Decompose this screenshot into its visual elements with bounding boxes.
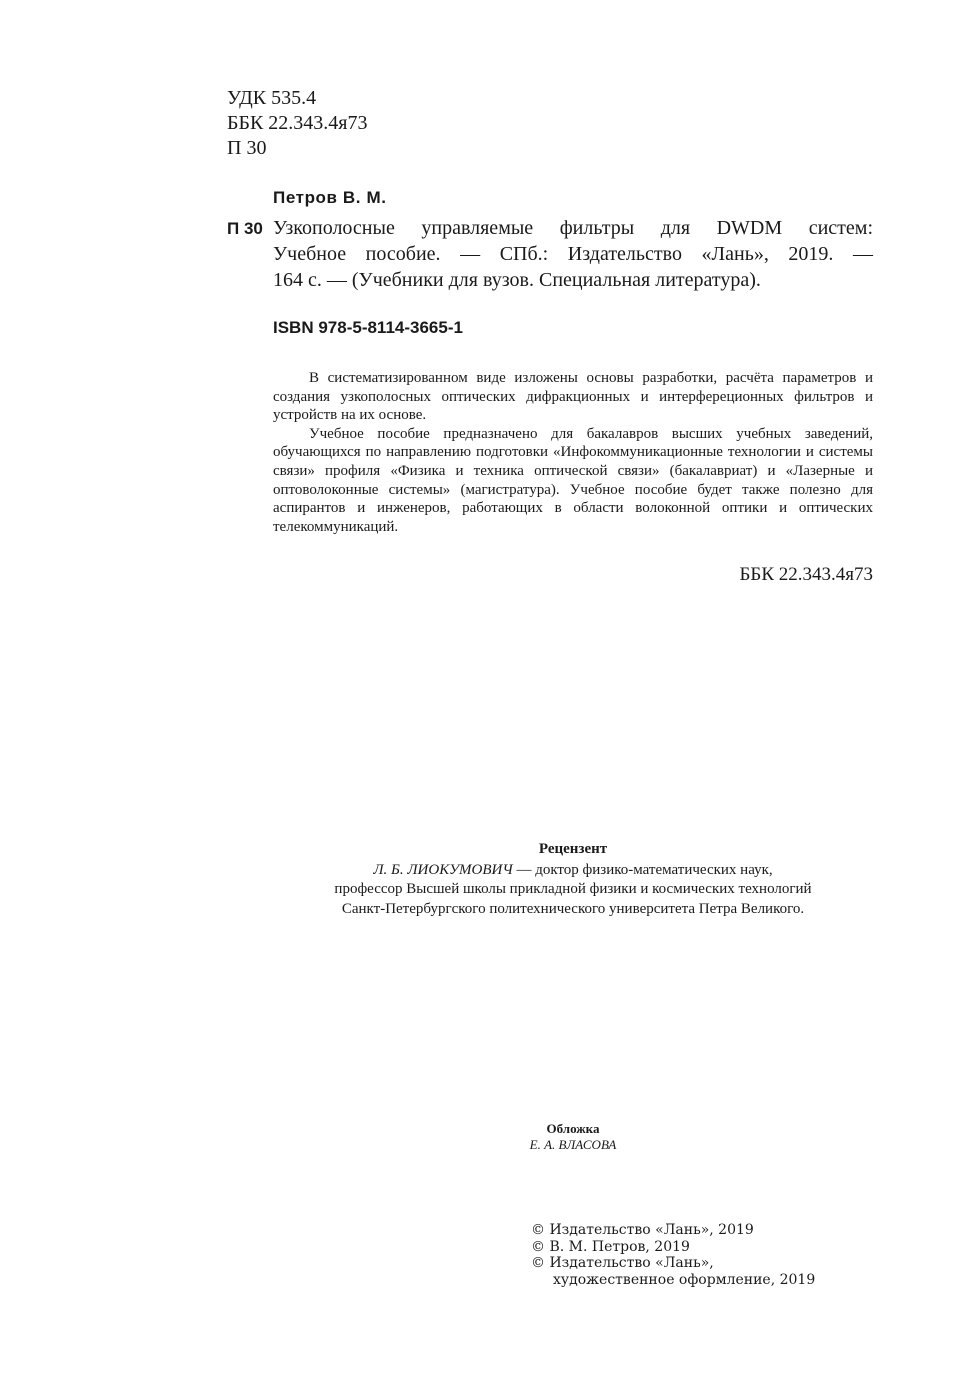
author-name: Петров В. М. — [273, 188, 387, 207]
abstract-paragraph: Учебное пособие предназначено для бакалавров высших учебных заведений, обучающихся по направлению подготовки «Инфокоммуникационные технологии и системы связи» профиля «Физика и техника оптической связи» (бакалавриат) и «Лазерные и оптоволоконные системы» (магистратура). Учебное пособие будет также полезно для аспирантов и инженеров, работающих в области волоконной оптики и оптических телекоммуникаций. — [273, 425, 873, 535]
author-mark-code: П 30 — [227, 137, 267, 159]
copyright-line: © В. М. Петров, 2019 — [531, 1238, 690, 1255]
copyright-line: художественное оформление, 2019 — [553, 1271, 816, 1288]
reviewer-block — [273, 840, 873, 919]
description-line: Учебное пособие. — СПб.: Издательство «Лань», 2019. — — [273, 243, 873, 265]
reviewer-line — [273, 861, 873, 881]
classification-codes — [227, 86, 368, 161]
reviewer-line: профессор Высшей школы прикладной физики и космических технологий — [334, 881, 812, 897]
abstract-paragraph: В систематизированном виде изложены основы разработки, расчёта параметров и создания узкополосных оптических дифракционных и интерфереционных фильтров и устройств на их основе. — [273, 370, 873, 424]
entry-code: П 30 — [227, 219, 263, 238]
cover-credit — [473, 1121, 673, 1153]
cover-heading: Обложка — [546, 1121, 600, 1136]
reviewer-line: Санкт-Петербургского политехнического университета Петра Великого. — [341, 900, 805, 917]
abstract — [273, 369, 873, 536]
isbn: ISBN 978-5-8114-3665-1 — [273, 318, 463, 337]
copyright-line: © Издательство «Лань», — [531, 1255, 714, 1271]
udk-code: УДК 535.4 — [227, 87, 317, 109]
reviewer-title: — доктор физико-математических наук, — [512, 861, 773, 878]
description-line: Узкополосные управляемые фильтры для DWDM систем: — [273, 217, 873, 239]
bbk-code-right: ББК 22.343.4я73 — [739, 564, 873, 585]
bibliographic-description — [273, 215, 873, 293]
copyright-block — [531, 1222, 815, 1288]
bbk-code: ББК 22.343.4я73 — [227, 112, 368, 134]
description-line: 164 с. — (Учебники для вузов. Специальная литература). — [273, 269, 761, 291]
reviewer-name: Л. Б. ЛИОКУМОВИЧ — [373, 861, 513, 878]
reviewer-heading: Рецензент — [538, 841, 608, 857]
copyright-line: © Издательство «Лань», 2019 — [531, 1222, 754, 1238]
cover-designer: Е. А. ВЛАСОВА — [529, 1137, 617, 1152]
